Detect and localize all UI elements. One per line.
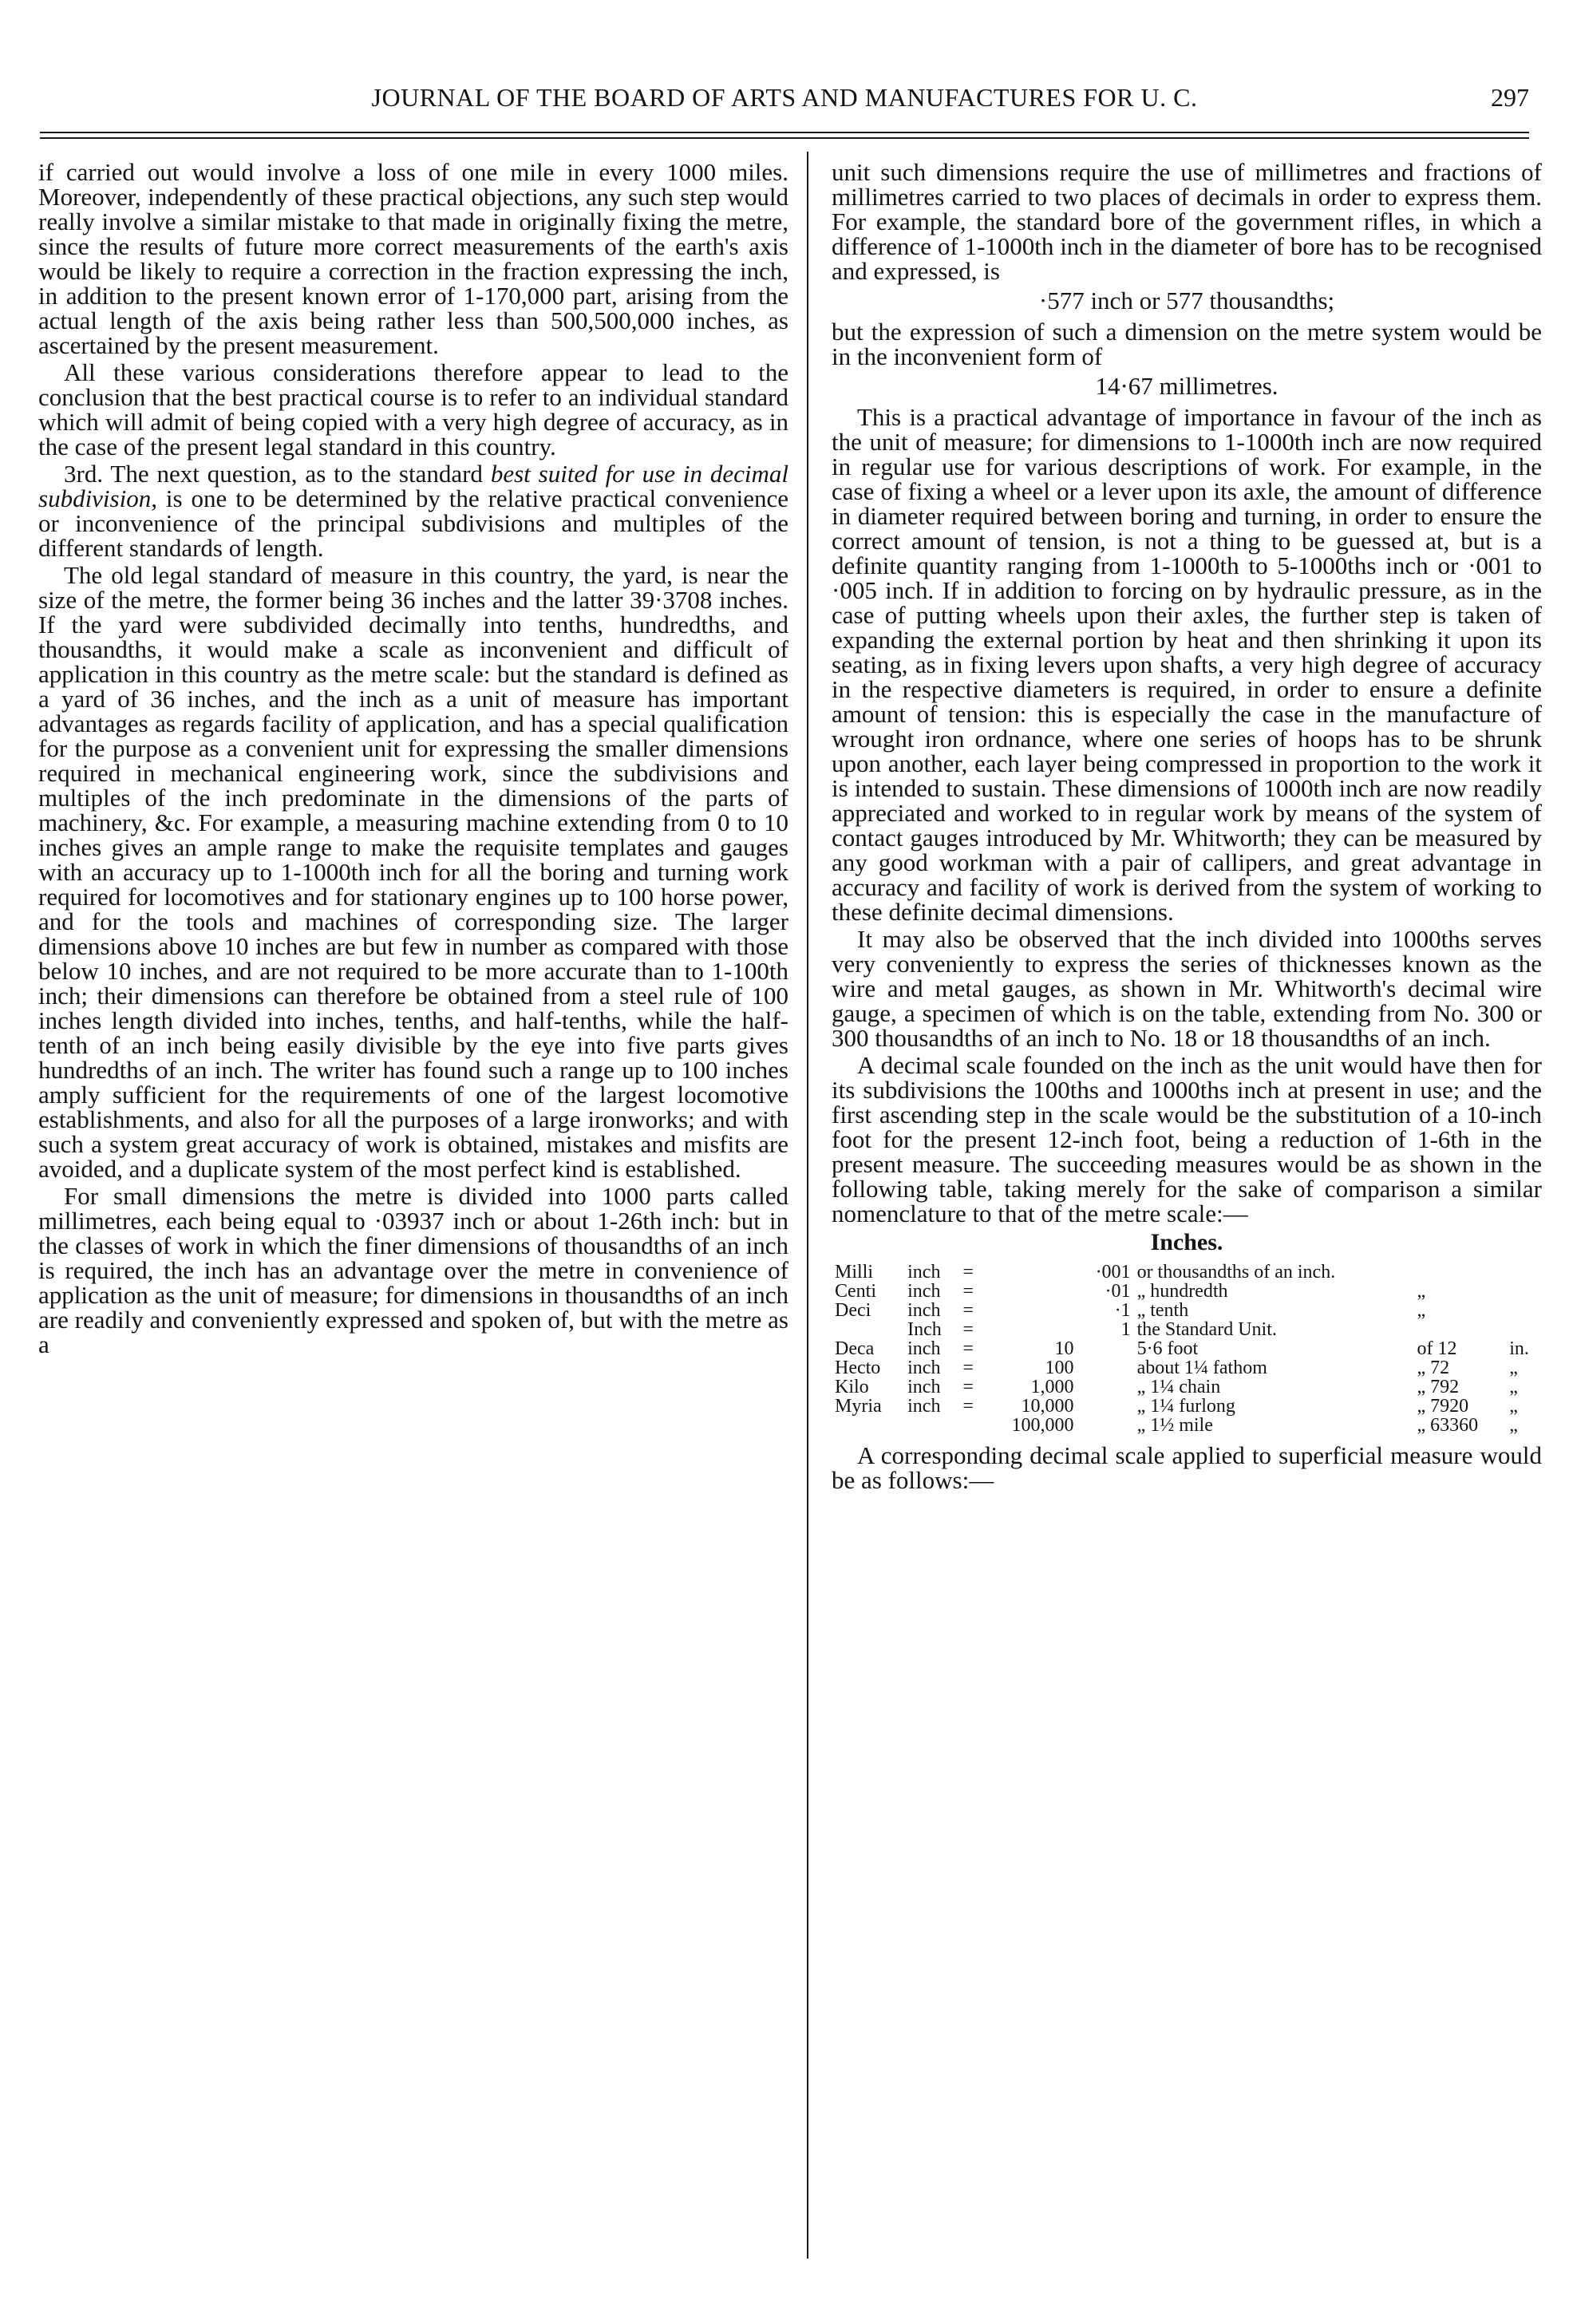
table-cell: =: [962, 1396, 974, 1417]
table-cell: „: [1509, 1396, 1518, 1417]
table-cell: =: [962, 1338, 974, 1359]
table-cell: =: [962, 1281, 974, 1302]
table-cell: „ 63360: [1417, 1415, 1479, 1436]
column-divider: [807, 152, 808, 2259]
journal-title: JOURNAL OF THE BOARD OF ARTS AND MANUFACTURES FOR U. C.: [371, 83, 1198, 112]
table-row: [832, 1263, 1542, 1282]
table-cell: ·01: [1105, 1281, 1131, 1302]
table-cell: [983, 1301, 1077, 1320]
table-cell: [1077, 1339, 1133, 1358]
paragraph: The old legal standard of measure in this country, the yard, is near the size of the metre, the former being 36 inches and the latter 39·3708 inches. If the yard were subdivided decimally into tenths, hundredths, and thousandths, it would make a scale as inconvenient and difficult of application in this country as the metre scale: but the standard is defined as a yard of 36 inches, and the inch as a unit of measure has important advantages as regards facility of application, and has a special qualification for the purpose as a convenient unit for expressing the smaller dimensions required in mechanical engineering work, since the subdivisions and multiples of the inch predominate in the dimensions of the parts of machinery, &c. For example, a measuring machine extending from 0 to 10 inches gives an ample range to make the requisite templates and gauges with an accuracy up to 1-1000th inch for all the boring and turning work required for locomotives and for stationary engines up to 100 horse power, and for the tools and machines of corresponding size. The larger dimensions above 10 inches are but few in number as compared with those below 10 inches, and are not required to be more accurate than to 1-100th inch; their dimensions can therefore be obtained from a steel rule of 100 inches length divided into inches, tenths, and half-tenths, while the half-tenth of an inch being easily divisible by the eye into five parts gives hundredths of an inch. The writer has found such a range up to 100 inches amply sufficient for the requirements of one of the largest locomotive establishments, and also for all the purposes of a large ironworks; and with such a system great accuracy of work is obtained, mistakes and misfits are avoided, and a duplicate system of the most perfect kind is established.: [38, 561, 788, 1183]
table-row: [832, 1397, 1542, 1416]
table-cell: in.: [1509, 1338, 1529, 1359]
table-cell: =: [962, 1262, 974, 1283]
table-row: [832, 1358, 1542, 1377]
table-cell: or thousandths of an inch.: [1136, 1262, 1336, 1283]
paragraph: It may also be observed that the inch divided into 1000ths serves very conveniently to express the series of thicknesses known as the wire and metal gauges, as shown in Mr. Whitworth's decimal wire gauge, a specimen of which is on the table, extending from No. 300 or 300 thousandths of an inch to No. 18 or 18 thousandths of an inch.: [832, 925, 1542, 1052]
table-cell: 100: [1045, 1358, 1074, 1378]
table-cell: Hecto: [835, 1358, 881, 1378]
table-cell: inch: [907, 1396, 941, 1417]
table-cell: Inch: [907, 1319, 942, 1340]
header-rule-bottom: [40, 137, 1529, 139]
table-cell: „ 792: [1417, 1377, 1460, 1397]
table-cell: „ hundredth: [1136, 1281, 1228, 1302]
table-cell: „: [1509, 1377, 1518, 1397]
table-cell: [983, 1320, 1077, 1339]
table-cell: the Standard Unit.: [1136, 1319, 1277, 1340]
decimal-scale-table: [832, 1263, 1542, 1435]
table-cell: =: [962, 1358, 974, 1378]
table-cell: [1506, 1282, 1542, 1301]
table-cell: [1077, 1377, 1133, 1397]
paragraph-text: 3rd. The next question, as to the standard: [64, 460, 491, 488]
table-cell: =: [962, 1319, 974, 1340]
table-cell: [983, 1263, 1077, 1282]
table-cell: [1077, 1358, 1133, 1377]
table-cell: „ 1¼ furlong: [1136, 1396, 1235, 1417]
table-row: [832, 1282, 1542, 1301]
table-cell: Myria: [835, 1396, 882, 1417]
table-row: [832, 1416, 1542, 1435]
paragraph: A decimal scale founded on the inch as the unit would have then for its subdivisions the 100ths and 1000ths inch at present in use; and the first ascending step in the scale would be the substitution of a 10-inch foot for the present 12-inch foot, being a reduction of 1-6th in the present measure. The succeeding measures would be as shown in the following table, taking merely for the sake of comparison a similar nomenclature to that of the metre scale:—: [832, 1051, 1542, 1227]
table-cell: 1,000: [1030, 1377, 1074, 1397]
table-cell: 10,000: [1021, 1396, 1074, 1417]
table-cell: inch: [907, 1281, 941, 1302]
table-cell: ·1: [1114, 1300, 1131, 1321]
table-cell: inch: [907, 1358, 941, 1378]
paragraph-text: is one to be determined by the relative practical convenience or inconvenience of the principal subdivisions and multiples of the different standards of length.: [38, 484, 788, 562]
table-cell: inch: [907, 1300, 941, 1321]
table-cell: 1: [1120, 1319, 1131, 1340]
table-cell: [1506, 1263, 1542, 1282]
table-cell: „ 1½ mile: [1136, 1415, 1213, 1436]
paragraph: For small dimensions the metre is divided into 1000 parts called millimetres, each being equal to ·03937 inch or about 1-26th inch: but in the classes of work in which the finer dimensions of thousandths of an inch is required, the inch has an advantage over the metre in convenience of application as the unit of measure; for dimensions in thousandths of an inch are readily and conveniently expressed and spoken of, but with the metre as a: [38, 1182, 788, 1358]
table-cell: [832, 1416, 904, 1435]
header-rule-top: [40, 132, 1529, 133]
table-cell: ·001: [1095, 1262, 1131, 1283]
table-cell: Deca: [835, 1338, 875, 1359]
table-row: [832, 1377, 1542, 1397]
paragraph: if carried out would involve a loss of one mile in every 1000 miles. Moreover, independently of these practical objections, any such step would really involve a similar mistake to that made in originally fixing the metre, since the results of future more correct measurements of the earth's axis would be likely to require a correction in the fraction expressing the inch, in addition to the present known error of 1-170,000 part, arising from the actual length of the axis being rather less than 500,500,000 inches, as ascertained by the present measurement.: [38, 158, 788, 359]
paragraph: All these various considerations therefore appear to lead to the conclusion that the best practical course is to refer to an individual standard which will admit of being copied with a very high degree of accuracy, as in the case of the present legal standard in this country.: [38, 358, 788, 460]
table-cell: „ tenth: [1136, 1300, 1189, 1321]
table-cell: [832, 1320, 904, 1339]
table-body: [832, 1263, 1542, 1435]
table-cell: =: [962, 1377, 974, 1397]
table-cell: „ 1¼ chain: [1136, 1377, 1221, 1397]
table-cell: „: [1509, 1415, 1518, 1436]
table-cell: [904, 1416, 959, 1435]
table-cell: [1414, 1320, 1507, 1339]
table-row: [832, 1339, 1542, 1358]
table-cell: [959, 1416, 982, 1435]
table-cell: [983, 1282, 1077, 1301]
table-cell: [1414, 1263, 1507, 1282]
table-cell: [1077, 1397, 1133, 1416]
table-cell: [1506, 1320, 1542, 1339]
formula: ·577 inch or 577 thousandths;: [1038, 287, 1335, 314]
table-cell: Deci: [835, 1300, 871, 1321]
table-cell: inch: [907, 1338, 941, 1359]
paragraph: but the expression of such a dimension on the metre system would be in the inconvenient form of: [832, 318, 1542, 370]
right-column: [832, 160, 1542, 1495]
table-cell: 10: [1054, 1338, 1074, 1359]
table-cell: „: [1509, 1358, 1518, 1378]
table-cell: 100,000: [1011, 1415, 1074, 1436]
table-cell: of 12: [1417, 1338, 1457, 1359]
paragraph: [38, 461, 788, 560]
table-cell: [1506, 1301, 1542, 1320]
table-row: [832, 1301, 1542, 1320]
table-title: Inches.: [1150, 1229, 1223, 1255]
table-cell: Milli: [835, 1262, 874, 1283]
paragraph: A corresponding decimal scale applied to superficial measure would be as follows:—: [832, 1441, 1542, 1494]
table-cell: about 1¼ fathom: [1136, 1358, 1267, 1378]
table-cell: „: [1417, 1281, 1426, 1302]
table-cell: „ 72: [1417, 1358, 1450, 1378]
table-row: [832, 1320, 1542, 1339]
table-cell: inch: [907, 1262, 941, 1283]
table-cell: 5·6 foot: [1136, 1338, 1199, 1359]
paragraph: unit such dimensions require the use of millimetres and fractions of millimetres carried to two places of decimals in order to express them. For example, the standard bore of the government rifles, in which a difference of 1-1000th inch in the diameter of bore has to be recognised and expressed, is: [832, 158, 1542, 285]
table-cell: =: [962, 1300, 974, 1321]
formula: 14·67 millimetres.: [1095, 372, 1279, 400]
left-column: [38, 160, 788, 1359]
table-cell: Kilo: [835, 1377, 869, 1397]
table-cell: [1077, 1416, 1133, 1435]
italic-phrase: best suited for use in decimal subdivision,: [38, 460, 788, 512]
table-cell: „: [1417, 1300, 1426, 1321]
table-cell: inch: [907, 1377, 941, 1397]
page-number: 297: [1491, 83, 1529, 112]
running-head: [40, 83, 1529, 121]
table-cell: Centi: [835, 1281, 876, 1302]
paragraph: This is a practical advantage of importance in favour of the inch as the unit of measure; for dimensions to 1-1000th inch are now required in regular use for various descriptions of work. For example, in the case of fixing a wheel or a lever upon its axle, the amount of difference in diameter required between boring and turning, in order to ensure the correct amount of tension, is not a thing to be guessed at, but is a definite quantity ranging from 1-1000th to 5-1000ths inch or ·001 to ·005 inch. If in addition to forcing on by hydraulic pressure, as in the case of putting wheels upon their axles, the further step is taken of expanding the external portion by heat and then shrinking it upon its seating, as in fixing levers upon shafts, a very high degree of accuracy in the respective diameters is required, in order to ensure a definite amount of tension: this is especially the case in the manufacture of wrought iron ordnance, where one series of hoops has to be shrunk upon another, each layer being compressed in proportion to the work it is intended to sustain. These dimensions of 1000th inch are now readily appreciated and worked to in regular work by means of the system of contact gauges introduced by Mr. Whitworth; they can be measured by any good workman with a pair of callipers, and great advantage in accuracy and facility of work is derived from the system of working to these definite decimal dimensions.: [832, 403, 1542, 926]
table-cell: „ 7920: [1417, 1396, 1469, 1417]
